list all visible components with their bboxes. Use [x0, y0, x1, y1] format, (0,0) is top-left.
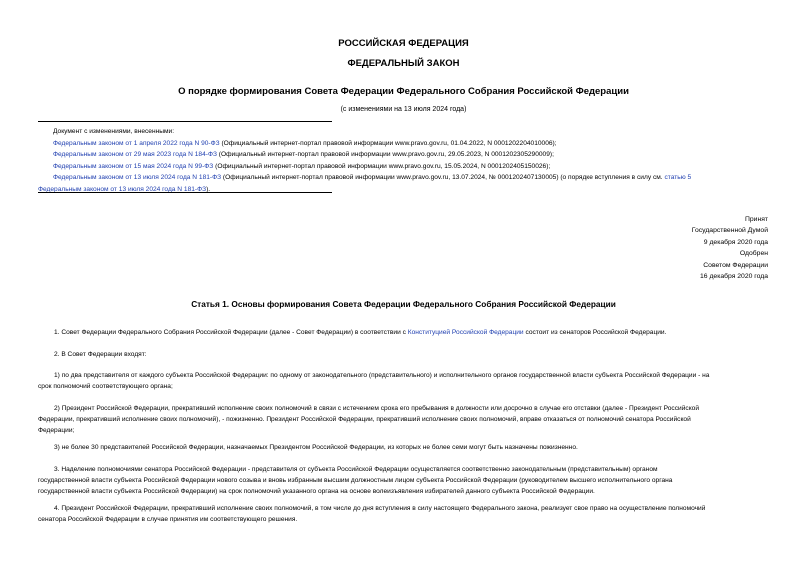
bottom-divider — [38, 192, 332, 193]
paragraph-5: 3) не более 30 представителей Российской Федерации, назначаемых Президентом Российской Федерации, из которых не более семи могут быть назначены пожизненно. — [54, 444, 578, 451]
amendment-link[interactable]: Федеральным законом от 13 июля 2024 года N 181-ФЗ — [53, 174, 222, 181]
council-date: 16 декабря 2020 года — [700, 273, 768, 281]
article-heading: Статья 1. Основы формирования Совета Федерации Федерального Собрания Российской Федерации — [191, 299, 616, 309]
amendment-link[interactable]: Федеральным законом от 29 мая 2023 года N 184-ФЗ — [53, 151, 217, 158]
amendment-link[interactable]: Федеральным законом от 13 июля 2024 года N 181-ФЗ — [38, 185, 207, 193]
duma-date: 9 декабря 2020 года — [703, 238, 768, 246]
list-item: Федеральным законом от 29 мая 2023 года N 184-ФЗ (Официальный интернет-портал правовой информации www.pravo.gov.ru, 29.05.2023, N 0001202305290009); — [53, 151, 554, 158]
council-label: Советом Федерации — [703, 261, 768, 269]
paragraph-1: 1. Совет Федерации Федерального Собрания Российской Федерации (далее - Совет Федерации) в соответствии с Конституцией Российской Федерации состоит из сенаторов Российской Федерации. — [54, 329, 667, 336]
amendments-note: (с изменениями на 13 июля 2024 года) — [340, 106, 467, 113]
country-heading: РОССИЙСКАЯ ФЕДЕРАЦИЯ — [338, 38, 469, 49]
approved-label: Одобрен — [739, 250, 768, 258]
list-item-continuation: Федеральным законом от 13 июля 2024 года N 181-ФЗ). — [38, 185, 211, 193]
duma-label: Государственной Думой — [691, 227, 768, 235]
adoption-block — [692, 214, 768, 282]
accepted-label: Принят — [744, 216, 768, 223]
amendment-link[interactable]: Федеральным законом от 1 апреля 2022 года N 90-ФЗ — [53, 139, 220, 147]
law-title: О порядке формирования Совета Федерации Федерального Собрания Российской Федерации — [178, 86, 629, 97]
constitution-link[interactable]: Конституцией Российской Федерации — [407, 329, 524, 336]
paragraph-6: 3. Наделение полномочиями сенатора Российской Федерации - представителя от субъекта Российской Федерации осуществляется соответственно законодательным (представительным) органом государственной власти субъекта Российской Федерации нового созыва и вновь избранным высшим должностным лицом субъекта Российской Федерации (руководителем высшего исполнительного органа государственной власти субъекта Российской Федерации) на срок полномочий указанного органа на основе волеизъявления избирателей данного субъекта Российской Федерации. — [38, 466, 673, 495]
paragraph-4: 2) Президент Российской Федерации, прекративший исполнение своих полномочий в связи с истечением срока его пребывания в должности или досрочно в случае его отставки (далее - Президент Российской Федерации, прекративший исполнение своих полномочий), - пожизненно. Президент Российской Федерации, прекративший исполнение своих полномочий, вправе отказаться от полномочий сенатора Российской Федерации; — [38, 405, 700, 434]
top-divider — [38, 121, 332, 122]
list-item: Федеральным законом от 15 мая 2024 года N 99-ФЗ (Официальный интернет-портал правовой информации www.pravo.gov.ru, 15.05.2024, N 0001202405150026); — [53, 162, 551, 170]
article-link[interactable]: статью 5 — [664, 174, 692, 181]
list-item: Федеральным законом от 13 июля 2024 года N 181-ФЗ (Официальный интернет-портал правовой информации www.pravo.gov.ru, 13.07.2024, № 0001202407130005) (о порядке вступления в силу см. статью 5 — [53, 174, 692, 181]
list-item: Федеральным законом от 1 апреля 2022 года N 90-ФЗ (Официальный интернет-портал правовой информации www.pravo.gov.ru, 01.04.2022, N 0001202204010006); — [53, 139, 557, 147]
amendment-link[interactable]: Федеральным законом от 15 мая 2024 года N 99-ФЗ — [53, 162, 214, 170]
paragraph-7: 4. Президент Российской Федерации, прекративший исполнение своих полномочий, в том числе до дня вступления в силу настоящего Федерального закона, реализует свое право на осуществление полномочий сенатора Российской Федерации в случае принятия им соответствующего решения. — [38, 505, 706, 523]
paragraph-3: 1) по два представителя от каждого субъекта Российской Федерации: по одному от законодательного (представительного) и исполнительного органов государственной власти субъекта Российской Федерации - на срок полномочий соответствующего органа; — [38, 372, 710, 390]
changes-intro: Документ с изменениями, внесенными: — [53, 128, 175, 135]
paragraph-2: 2. В Совет Федерации входят: — [54, 351, 147, 358]
changes-block — [38, 126, 773, 195]
law-type-heading: ФЕДЕРАЛЬНЫЙ ЗАКОН — [347, 58, 460, 69]
